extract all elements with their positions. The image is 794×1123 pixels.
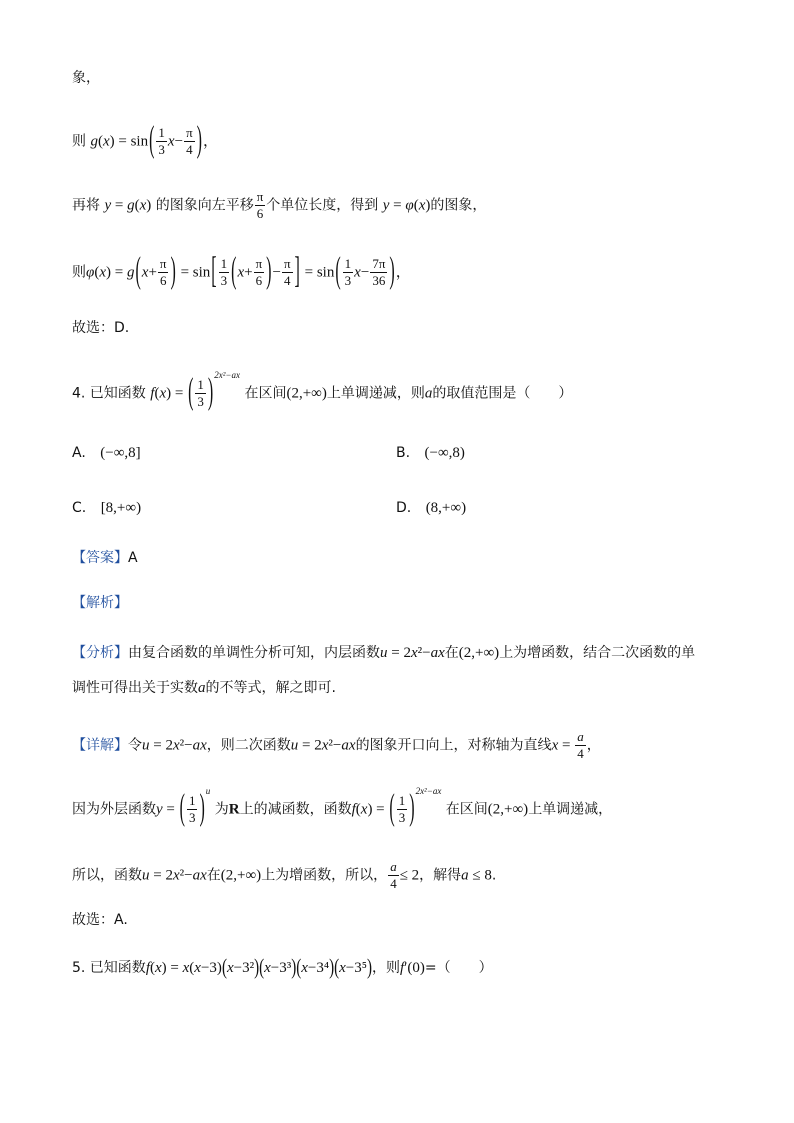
text: 上单调递减， bbox=[528, 801, 613, 818]
text: 的图象向左平移 bbox=[155, 197, 254, 214]
text: 的图象开口向上，对称轴为直线 bbox=[355, 737, 552, 754]
option-label: D. bbox=[396, 500, 412, 516]
text: 的取值范围是（ ） bbox=[432, 385, 573, 402]
option-d bbox=[396, 498, 466, 518]
text: 上为增函数，所以， bbox=[261, 867, 388, 884]
text: 在区间 bbox=[244, 385, 287, 402]
text: 的图象， bbox=[430, 197, 487, 214]
text-line: 故选：D. bbox=[72, 320, 130, 336]
fenxi-line-2: 调性可得出关于实数a的不等式，解之即可. bbox=[72, 680, 336, 696]
text: ，则 bbox=[371, 960, 400, 976]
option-value: (−∞,8] bbox=[100, 445, 141, 461]
option-value: [8,+∞) bbox=[100, 500, 142, 516]
text-line: 故选：A. bbox=[72, 912, 128, 928]
question-number: 4. 已知函数 bbox=[72, 385, 146, 402]
text: 为 bbox=[214, 801, 229, 818]
text: 因为外层函数 bbox=[72, 801, 156, 818]
option-a bbox=[72, 443, 141, 463]
text: 在 bbox=[206, 867, 221, 884]
xiangjie-line-2: 因为外层函数y = ( $\frac{1}{3}$ )$^u$ 为R上的减函数，函数f(x) = ( $\frac{1}{3}$ )$^{2x^2-ax}$ 在区间(2,+∞)上单调递减， bbox=[72, 785, 613, 828]
answer-tag: 【答案】 bbox=[72, 550, 128, 566]
analysis-line bbox=[72, 593, 128, 613]
option-c bbox=[72, 498, 141, 518]
option-label: C. bbox=[72, 500, 87, 516]
answer-line bbox=[72, 548, 138, 568]
text: 调性可得出关于实数 bbox=[72, 680, 198, 696]
option-b bbox=[396, 443, 465, 463]
fenxi-line-1: 【分析】由复合函数的单调性分析可知，内层函数u = 2x²−ax在(2,+∞)上为增函数，结合二次函数的单 bbox=[72, 645, 696, 661]
question-number: 5. 已知函数 bbox=[72, 960, 146, 976]
text: 则 bbox=[72, 264, 86, 281]
text: 所以，函数 bbox=[72, 867, 142, 884]
xiangjie-line-3: 所以，函数u = 2x²−ax在(2,+∞)上为增函数，所以， $\frac{a}{4}$ ≤ 2，解得a ≤ 8. bbox=[72, 859, 497, 891]
text: 个单位长度，得到 bbox=[266, 197, 379, 214]
text: 在区间 bbox=[445, 801, 488, 818]
question-4: 4. 已知函数 f(x) = ( $\frac{1}{3}$ )$^{2x^2-ax}$ 在区间(2,+∞)上单调递减，则a的取值范围是（ ） bbox=[72, 369, 573, 412]
text: R bbox=[228, 801, 240, 818]
formula-line-shift: 再将 y = g(x) 的图象向左平移 $\frac{\pi}{6}$ 个单位长度，得到 y = φ(x)的图象， bbox=[72, 189, 487, 221]
text: 的不等式，解之即可. bbox=[205, 680, 336, 696]
formula-line-phi: 则φ(x) = g(x+ $\frac{\pi}{6}$ ) = sin[ $\frac{1}{3}$ (x+ $\frac{\pi}{6}$ )− $\frac{\pi}{4}$ ] = sin( $\frac{1}{3}$ x− $\frac{7\pi}{36}$ )， bbox=[72, 251, 411, 291]
text: 上的减函数，函数 bbox=[239, 801, 352, 818]
text: ，则二次函数 bbox=[206, 737, 291, 754]
formula-line-g: 则 g(x) = sin( $\frac{1}{3}$ x− $\frac{\pi}{4}$ )， bbox=[72, 120, 218, 160]
text: 则 bbox=[72, 133, 86, 150]
option-label: B. bbox=[396, 445, 411, 461]
text: 上为增函数，结合二次函数的单 bbox=[499, 645, 696, 661]
xiangjie-line-1: 【详解】令u = 2x²−ax，则二次函数u = 2x²−ax的图象开口向上，对称轴为直线x = $\frac{a}{4}$ ， bbox=[72, 729, 601, 761]
analysis-tag: 【解析】 bbox=[72, 595, 128, 611]
fenxi-tag: 【分析】 bbox=[72, 645, 128, 661]
xiangjie-tag: 【详解】 bbox=[72, 737, 128, 754]
option-value: (8,+∞) bbox=[425, 500, 467, 516]
text: 由复合函数的单调性分析可知，内层函数 bbox=[128, 645, 380, 661]
text: 再将 bbox=[72, 197, 100, 214]
text: ，解得 bbox=[419, 867, 462, 884]
option-label: A. bbox=[72, 445, 86, 461]
question-5: 5. 已知函数f(x) = x(x−3)(x−3²)(x−3³)(x−3⁴)(x−3⁵)，则f′(0)=（ ） bbox=[72, 956, 493, 980]
text: =（ ） bbox=[424, 960, 493, 976]
text: 在 bbox=[444, 645, 459, 661]
answer-value: A bbox=[128, 550, 138, 566]
text-line: 象， bbox=[72, 70, 100, 86]
text: 上单调递减，则 bbox=[326, 385, 425, 402]
text: ， bbox=[586, 737, 601, 754]
text: 令 bbox=[128, 737, 142, 754]
text: . bbox=[491, 867, 497, 884]
option-value: (−∞,8) bbox=[424, 445, 465, 461]
